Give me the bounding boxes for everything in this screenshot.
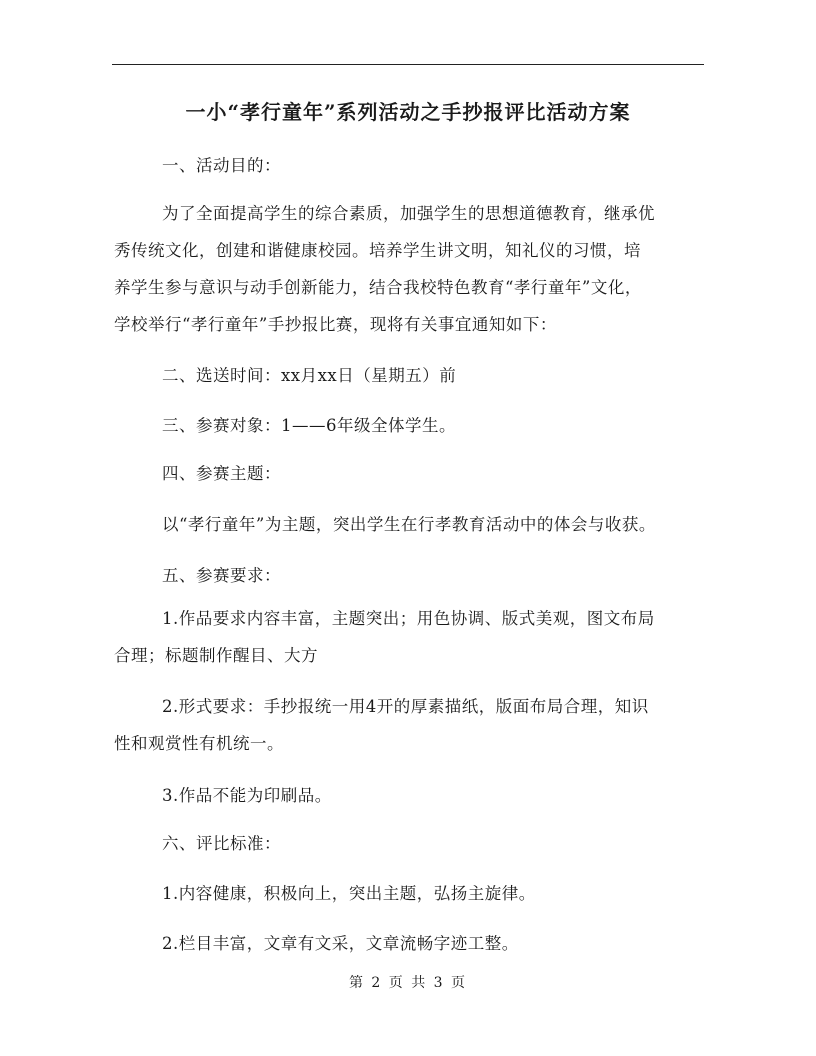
section-1-line: 养学生参与意识与动手创新能力，结合我校特色教育“孝行童年”文化， [114, 278, 642, 297]
section-1-body [114, 195, 710, 343]
section-5-item-3: 3.作品不能为印刷品。 [162, 786, 332, 805]
section-5-item-2 [114, 688, 710, 762]
section-1-line: 秀传统文化，创建和谐健康校园。培养学生讲文明，知礼仪的习惯，培 [114, 241, 641, 260]
section-1-line: 学校举行“孝行童年”手抄报比赛，现将有关事宜通知如下： [114, 315, 557, 334]
page-number: 第 2 页 共 3 页 [348, 975, 468, 991]
section-4-body: 以“孝行童年”为主题，突出学生在行孝教育活动中的体会与收获。 [162, 515, 656, 534]
section-1-heading: 一、活动目的： [162, 156, 281, 175]
section-5-item-1-line: 1.作品要求内容丰富，主题突出；用色协调、版式美观，图文布局 [162, 609, 655, 628]
section-1-line: 为了全面提高学生的综合素质，加强学生的思想道德教育，继承优 [162, 204, 655, 223]
section-5-item-2-line: 2.形式要求：手抄报统一用4开的厚素描纸，版面布局合理，知识 [162, 697, 649, 716]
section-6-item-2: 2.栏目丰富，文章有文采，文章流畅字迹工整。 [162, 934, 519, 953]
section-5-heading: 五、参赛要求： [162, 566, 281, 585]
section-2-submit-time: 二、选送时间：xx月xx日（星期五）前 [162, 366, 457, 385]
section-5-item-1 [114, 600, 710, 674]
header-rule [112, 64, 704, 65]
section-4-heading: 四、参赛主题： [162, 464, 281, 483]
section-3-participants: 三、参赛对象：1——6年级全体学生。 [162, 416, 456, 435]
section-6-heading: 六、评比标准： [162, 834, 281, 853]
section-5-item-2-line: 性和观赏性有机统一。 [114, 734, 284, 753]
document-title: 一小“孝行童年”系列活动之手抄报评比活动方案 [185, 100, 631, 124]
section-5-item-1-line: 合理；标题制作醒目、大方 [114, 646, 318, 665]
section-6-item-1: 1.内容健康，积极向上，突出主题，弘扬主旋律。 [162, 884, 536, 903]
